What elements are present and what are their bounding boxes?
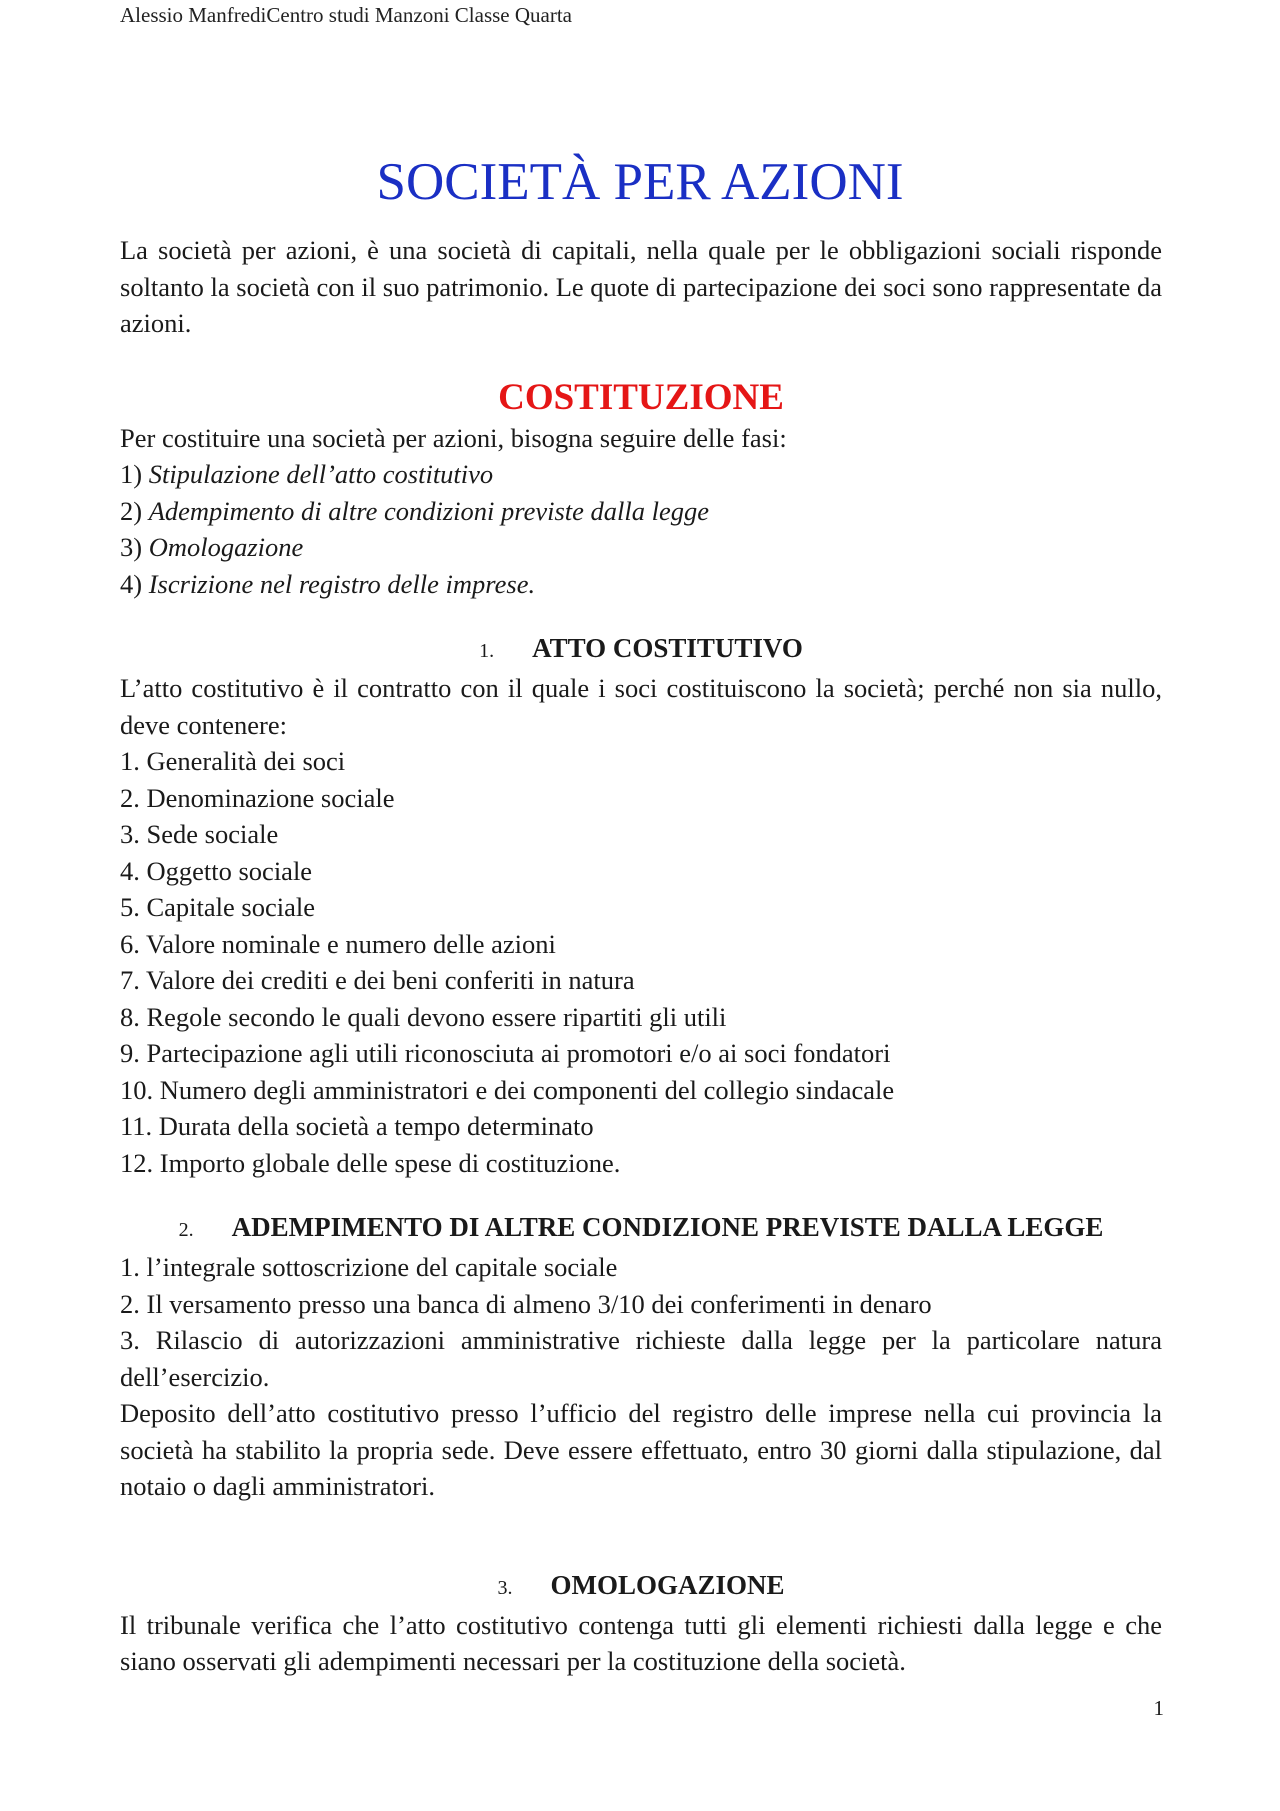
list-item: 1. l’integrale sottoscrizione del capitale sociale [120,1252,618,1282]
list-item: 3. Sede sociale [120,819,279,849]
phase-label: Iscrizione nel registro delle imprese. [148,568,536,599]
list-item: 3. Rilascio di autorizzazioni amministrative richieste dalla legge per la particolare natura dell’esercizio. [120,1325,1162,1392]
document-body [120,232,1162,1680]
phase-label: Adempimento di altre condizioni previste dalla legge [148,495,710,526]
list-item: 9. Partecipazione agli utili riconosciuta ai promotori e/o ai soci fondatori [120,1038,891,1068]
list-item: 11. Durata della società a tempo determinato [120,1111,594,1141]
deposito-paragraph: Deposito dell’atto costitutivo presso l’ufficio del registro delle imprese nella cui provincia la società ha stabilito la propria sede. Deve essere effettuato, entro 30 giorni dalla stipulazione, dal notaio o dagli amministratori. [120,1398,1162,1501]
section-number: 3. [497,1576,513,1599]
intro-paragraph: La società per azioni, è una società di capitali, nella quale per le obbligazioni sociali risponde soltanto la società con il suo patrimonio. Le quote di partecipazione dei soci sono rappresentate da azioni. [120,235,1163,338]
page-title: SOCIETÀ PER AZIONI [376,153,904,211]
list-item: 8. Regole secondo le quali devono essere ripartiti gli utili [120,1001,727,1032]
phase-number: 4) [120,568,143,599]
page-number: 1 [1153,1696,1164,1720]
adempimento-items-list [120,1249,1162,1395]
phase-label: Omologazione [148,532,304,562]
list-item: 2. Il versamento presso una banca di almeno 3/10 dei conferimenti in denaro [120,1288,932,1319]
section-title: ATTO COSTITUTIVO [532,633,803,663]
list-item [120,566,1162,603]
adempimento-heading [120,1209,1162,1249]
phase-number: 1) [120,459,143,489]
section-title: OMOLOGAZIONE [550,1569,785,1600]
phase-number: 2) [120,495,143,526]
phases-list [120,456,1162,602]
section-number: 2. [178,1219,194,1241]
list-item: 2. Denominazione sociale [120,782,395,813]
list-item: 6. Valore nominale e numero delle azioni [120,928,556,959]
section-title: ADEMPIMENTO DI ALTRE CONDIZIONE PREVISTE DALLA LEGGE [231,1212,1104,1242]
costituzione-heading: COSTITUZIONE [498,376,784,418]
omologazione-paragraph: Il tribunale verifica che l’atto costitutivo contenga tutti gli elementi richiesti dalla legge e che siano osservati gli adempimenti necessari per la costituzione della società. [120,1609,1162,1676]
list-item [120,529,1162,566]
list-item: 10. Numero degli amministratori e dei componenti del collegio sindacale [120,1074,895,1105]
list-item [120,456,1162,493]
atto-lead: L’atto costitutivo è il contratto con il quale i soci costituiscono la società; perché non sia nullo, deve contenere: [120,673,1162,740]
atto-items-list [120,743,1162,1181]
costituzione-lead: Per costituire una società per azioni, bisogna seguire delle fasi: [120,422,787,453]
page-header: Alessio ManfrediCentro studi Manzoni Classe Quarta [120,3,572,27]
list-item: 5. Capitale sociale [120,892,315,922]
atto-heading [120,630,1162,670]
phase-number: 3) [120,532,143,562]
phase-label: Stipulazione dell’atto costitutivo [148,459,494,489]
list-item: 12. Importo globale delle spese di costituzione. [120,1147,621,1178]
list-item: 4. Oggetto sociale [120,855,313,886]
omologazione-heading [120,1567,1162,1607]
list-item [120,493,1162,530]
list-item: 1. Generalità dei soci [120,746,346,776]
list-item: 7. Valore dei crediti e dei beni conferiti in natura [120,965,635,995]
section-number: 1. [479,640,495,662]
